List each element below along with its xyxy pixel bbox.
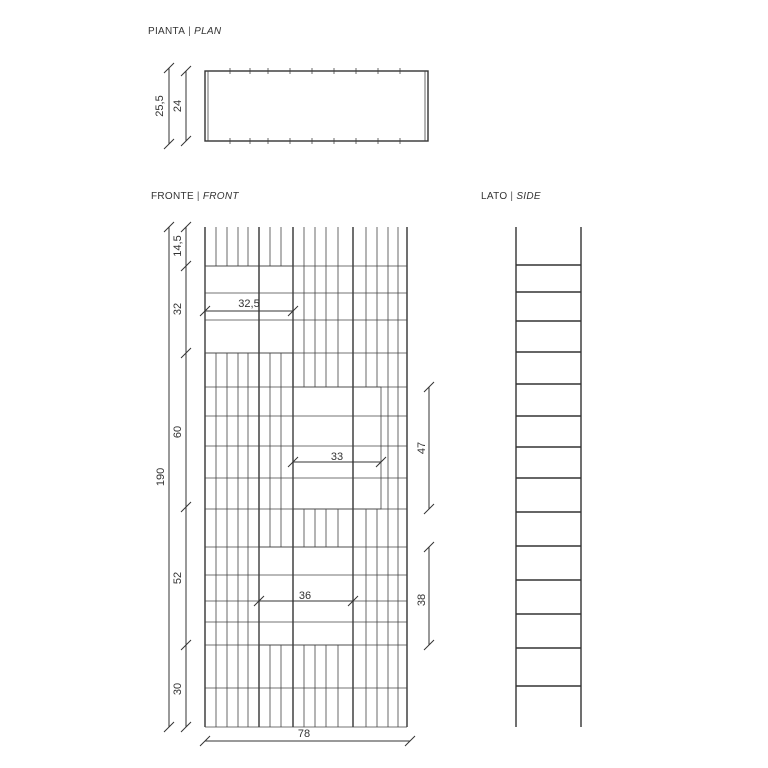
section-4-label: 30 [172, 682, 184, 696]
niche-b [293, 387, 381, 509]
plan-title-separator: | [188, 26, 192, 37]
side-title-it: LATO [481, 191, 508, 202]
niche-b-height-label: 47 [416, 441, 428, 455]
side-title-en: SIDE [516, 191, 541, 202]
plan-title-it: PIANTA [148, 26, 186, 37]
niche-b-width-label: 33 [330, 451, 344, 463]
plan-title-en: PLAN [194, 26, 222, 37]
niche-c-height-label: 38 [416, 593, 428, 607]
niche-c-width-label: 36 [298, 590, 312, 602]
front-title-en: FRONT [202, 191, 239, 202]
plan-depth-outer-label: 25,5 [154, 95, 166, 117]
section-2-label: 60 [172, 425, 184, 439]
front-view [155, 222, 434, 746]
side-shelves [516, 265, 581, 686]
plan-post-marks [230, 68, 400, 144]
front-title-separator: | [196, 191, 200, 202]
niche-a-width-label: 32,5 [238, 298, 260, 310]
section-3-label: 52 [172, 571, 184, 585]
plan-depth-inner-label: 24 [172, 99, 184, 113]
top-gap-label: 14,5 [172, 235, 184, 257]
front-title-it: FRONTE [151, 191, 194, 202]
side-view [516, 227, 581, 727]
front-vertical-posts [205, 227, 407, 727]
section-1-label: 32 [172, 302, 184, 316]
side-title-separator: | [510, 191, 514, 202]
total-height-label: 190 [155, 467, 167, 487]
plan-view [154, 63, 428, 149]
total-width-label: 78 [297, 728, 311, 740]
plan-outline [205, 71, 428, 141]
